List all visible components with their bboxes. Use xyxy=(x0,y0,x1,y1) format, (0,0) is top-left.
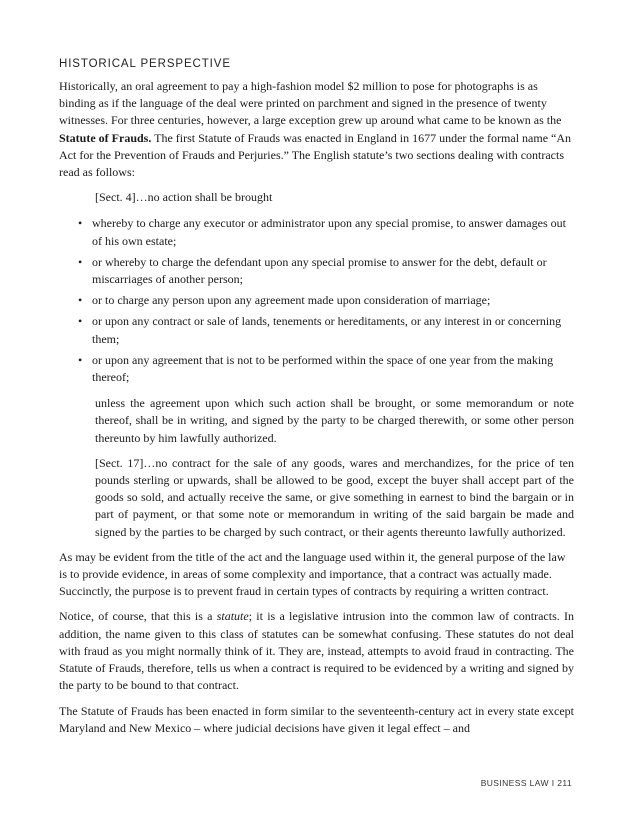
list-item xyxy=(78,292,574,309)
page-footer: BUSINESS LAW I 211 xyxy=(480,778,572,788)
list-item-text: or whereby to charge the defendant upon any special promise to answer for the debt, default or miscarriages of another person; xyxy=(92,254,547,287)
intro-paragraph xyxy=(59,78,574,181)
section-17-quote: [Sect. 17]…no contract for the sale of any goods, wares and merchandizes, for the price of ten pounds sterling or upwards, shall be allowed to be good, except the buyer shall accept part of the goods so sold, and actually receive the same, or give something in earnest to bind the bargain or in part of payment, or that some note or memorandum in writing of the said bargain be made and signed by the parties to be charged by such contract, or their agents thereunto lawfully authorized. xyxy=(95,455,574,539)
notice-text-2: ; it is a legislative intrusion into the common law of contracts. In addition, the name given to this class of statutes can be somewhat confusing. These statutes do not deal with fraud as you might normally think of it. They are, instead, attempts to avoid fraud in contracting. The Statute of Frauds, therefore, tells us when a contract is required to be evidenced by a writing and signed by the party to be bound to that contract. xyxy=(59,609,574,693)
statute-term: statute xyxy=(216,609,249,624)
list-item-text: or upon any agreement that is not to be performed within the space of one year from the making thereof; xyxy=(92,352,554,385)
bullet-icon: • xyxy=(78,254,83,269)
list-item-text: whereby to charge any executor or administrator upon any special promise, to answer damages out of his own estate; xyxy=(92,216,566,248)
page-body xyxy=(59,58,574,745)
enacted-paragraph: The Statute of Frauds has been enacted in form similar to the seventeenth-century act in every state except Maryland and New Mexico – where judicial decisions have given it legal effect – and xyxy=(59,703,574,735)
bullet-icon: • xyxy=(78,216,83,231)
notice-paragraph xyxy=(59,608,574,694)
list-item xyxy=(78,254,574,288)
intro-text-2: The first Statute of Frauds was enacted in England in 1677 under the formal name “An Act for the Prevention of Frauds and Perjuries.” The English statute’s two sections dealing with contracts read as follows: xyxy=(59,130,572,180)
list-item-text: or to charge any person upon any agreement made upon consideration of marriage; xyxy=(92,293,491,308)
bullet-icon: • xyxy=(78,314,83,329)
list-item-text: or upon any contract or sale of lands, tenements or hereditaments, or any interest in or concerning them; xyxy=(92,314,562,346)
notice-text-1: Notice, of course, that this is a xyxy=(59,609,217,624)
evident-paragraph: As may be evident from the title of the act and the language used within it, the general purpose of the law is to provide evidence, in areas of some complexity and importance, that a contract was actually made. Succinctly, the purpose is to prevent fraud in certain types of contracts by requiring a written contract. xyxy=(59,549,566,599)
section-heading: HISTORICAL PERSPECTIVE xyxy=(59,58,231,70)
section-4-quote: [Sect. 4]…no action shall be brought xyxy=(95,190,273,205)
bullet-icon: • xyxy=(78,293,83,308)
statute-of-frauds-term: Statute of Frauds. xyxy=(59,130,152,145)
statute-list xyxy=(59,215,574,386)
bullet-icon: • xyxy=(78,352,83,367)
intro-text-1: Historically, an oral agreement to pay a high-fashion model $2 million to pose for photographs is as binding as if the language of the deal were printed on parchment and signed in the presence of twenty witnesses. For three centuries, however, a large exception grew up around what came to be known as the xyxy=(59,79,562,128)
unless-clause: unless the agreement upon which such action shall be brought, or some memorandum or note thereof, shall be in writing, and signed by the party to be charged therewith, or some other person thereunto by him lawfully authorized. xyxy=(95,396,574,445)
list-item xyxy=(78,352,574,386)
list-item xyxy=(78,215,574,249)
list-item xyxy=(78,313,574,347)
